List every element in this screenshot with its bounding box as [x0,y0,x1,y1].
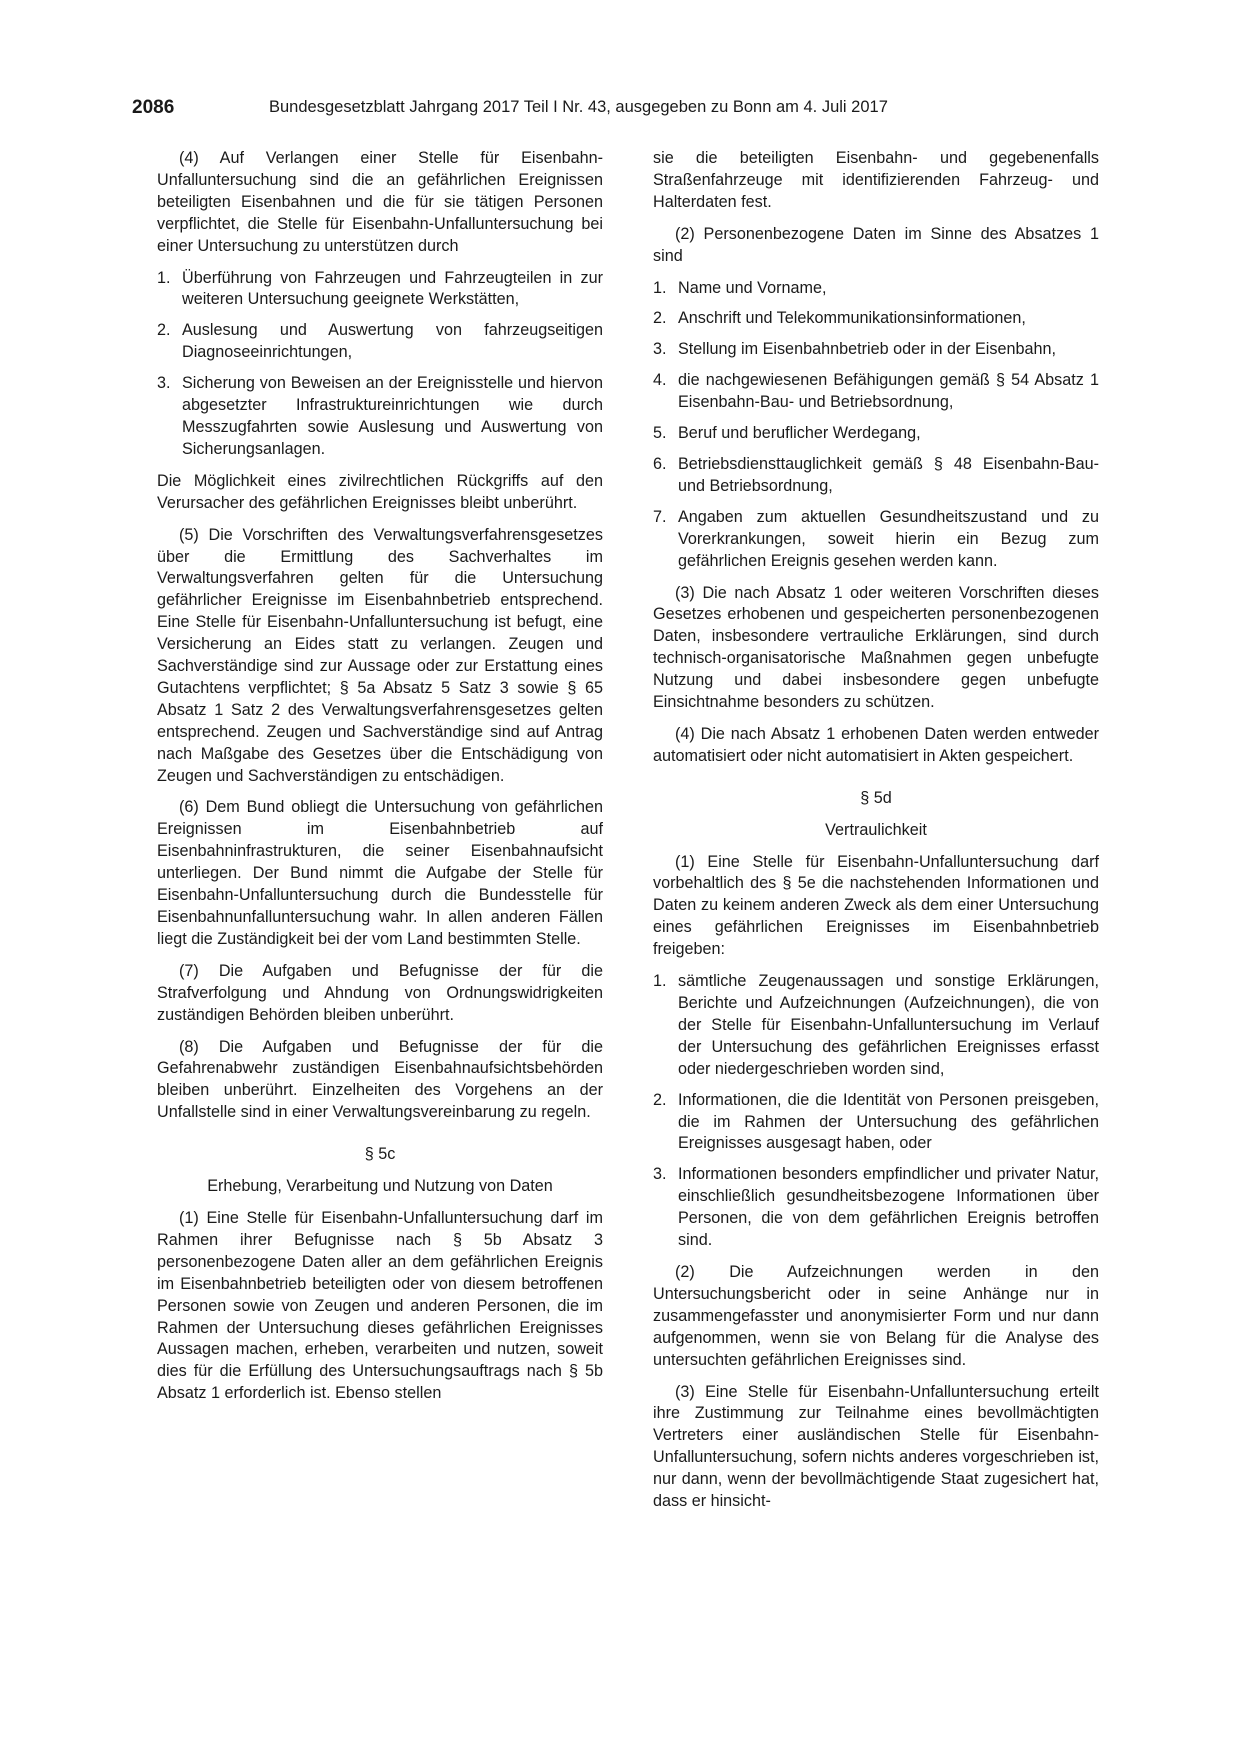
list-paragraph-4 [157,268,603,461]
gazette-title: Bundesgesetzblatt Jahrgang 2017 Teil I Nr. 43, ausgegeben zu Bonn am 4. Juli 2017 [269,98,888,116]
list-item-text: Informationen, die die Identität von Personen preisgeben, die im Rahmen der Untersuchung des gefährlichen Ereignisses ausgesagt haben, oder [678,1090,1099,1153]
paragraph-8: (8) Die Aufgaben und Befugnisse der für die Gefahrenabwehr zuständigen Eisenbahnaufsichtsbehörden bleiben unberührt. Einzelheiten des Vorgehens an der Unfallstelle sind in einer Verwaltungsvereinbarung zu regeln. [157,1037,603,1122]
list-item-text: Überführung von Fahrzeugen und Fahrzeugteilen in zur weiteren Untersuchung geeignete Werkstätten, [182,268,603,309]
page-header [132,97,1112,127]
list-item-number: 3. [653,1165,667,1184]
list-item [653,507,1099,573]
list-item [157,320,603,364]
list-item-number: 1. [653,278,667,297]
list-item-number: 3. [653,340,667,359]
list-confidential-info [653,971,1099,1252]
list-item [157,373,603,461]
list-item [653,454,1099,498]
left-column [157,148,603,1415]
list-item-text: Stellung im Eisenbahnbetrieb oder in der Eisenbahn, [678,340,1056,359]
list-item [653,423,1099,445]
list-item-text: Angaben zum aktuellen Gesundheitszustand und zu Vorerkrankungen, soweit hierin ein Bezug zum gefährlichen Ereignis gesehen werden kann. [678,507,1099,570]
list-item-text: Name und Vorname, [678,278,827,297]
paragraph-7: (7) Die Aufgaben und Befugnisse der für die Strafverfolgung und Ahndung von Ordnungswidrigkeiten zuständigen Behörden bleiben unberührt. [157,961,603,1024]
page-number: 2086 [132,97,175,118]
section-5c-number: § 5c [364,1145,396,1164]
list-item [653,1090,1099,1156]
section-5d-paragraph-3: (3) Eine Stelle für Eisenbahn-Unfalluntersuchung erteilt ihre Zustimmung zur Teilnahme eines bevollmächtigten Vertreters einer ausländischen Stelle für Eisenbahn-Unfalluntersuchung, sofern nichts anderes vorgeschrieben ist, nur dann, wenn der bevollmächtigende Staat zugesichert hat, dass er hinsicht- [653,1382,1099,1511]
right-column [653,148,1099,1523]
list-item-number: 2. [157,321,171,340]
section-5c-paragraph-2: (2) Personenbezogene Daten im Sinne des Absatzes 1 sind [653,224,1099,265]
list-item [653,308,1099,330]
paragraph-4: (4) Auf Verlangen einer Stelle für Eisenbahn-Unfalluntersuchung sind die an gefährlichen Ereignissen beteiligten Eisenbahnen und die für sie tätigen Personen verpflichtet, die Stelle für Eisenbahn-Unfalluntersuchung bei einer Untersuchung zu unterstützen durch [157,149,603,255]
list-item-text: Auslesung und Auswertung von fahrzeugseitigen Diagnoseeinrichtungen, [182,321,603,362]
continuation-text: sie die beteiligten Eisenbahn- und gegebenenfalls Straßenfahrzeuge mit identifizierenden Fahrzeug- und Halterdaten fest. [653,149,1099,211]
list-item-number: 1. [157,268,171,287]
section-5c-title: Erhebung, Verarbeitung und Nutzung von Daten [207,1177,553,1196]
list-item-text: die nachgewiesenen Befähigungen gemäß § 54 Absatz 1 Eisenbahn-Bau- und Betriebsordnung, [678,371,1099,412]
list-item-number: 5. [653,424,667,443]
list-item-text: Sicherung von Beweisen an der Ereignisstelle und hiervon abgesetzter Infrastruktureinrichtungen wie durch Messzugfahrten sowie Auslesung und Auswertung von Sicherungsanlagen. [182,374,603,458]
list-item [653,278,1099,300]
paragraph-4-tail: Die Möglichkeit eines zivilrechtlichen Rückgriffs auf den Verursacher des gefährlichen Ereignisses bleibt unberührt. [157,471,603,512]
section-5c-paragraph-4: (4) Die nach Absatz 1 erhobenen Daten werden entweder automatisiert oder nicht automatisiert in Akten gespeichert. [653,724,1099,765]
list-item-text: Beruf und beruflicher Werdegang, [678,424,921,443]
paragraph-5: (5) Die Vorschriften des Verwaltungsverfahrensgesetzes über die Ermittlung des Sachverhaltes im Verwaltungsverfahren gelten für die Untersuchung gefährlicher Ereignisse im Eisenbahnbetrieb entsprechend. Eine Stelle für Eisenbahn-Unfalluntersuchung ist befugt, eine Versicherung an Eides statt zu verlangen. Zeugen und Sachverständige sind zur Aussage oder zur Erstattung eines Gutachtens verpflichtet; § 5a Absatz 5 Satz 3 sowie § 65 Absatz 1 Satz 2 des Verwaltungsverfahrensgesetzes gelten entsprechend. Zeugen und Sachverständige sind auf Antrag nach Maßgabe des Gesetzes über die Entschädigung von Zeugen und Sachverständigen zu entschädigen. [157,525,603,785]
list-item-number: 2. [653,309,667,328]
list-item-text: sämtliche Zeugenaussagen und sonstige Erklärungen, Berichte und Aufzeichnungen (Aufzeichnungen), die von der Stelle für Eisenbahn-Unfalluntersuchung im Verlauf der Untersuchung des gefährlichen Ereignisses erfasst oder niedergeschrieben worden sind, [678,972,1099,1078]
section-5c-paragraph-3: (3) Die nach Absatz 1 oder weiteren Vorschriften dieses Gesetzes erhobenen und gespeicherten personenbezogenen Daten, insbesondere vertrauliche Erklärungen, sind durch technisch-organisatorische Maßnahmen gegen unbefugte Nutzung und dabei insbesondere gegen unbefugte Einsichtnahme besonders zu schützen. [653,583,1099,712]
section-5d-paragraph-1: (1) Eine Stelle für Eisenbahn-Unfalluntersuchung darf vorbehaltlich des § 5e die nachstehenden Informationen und Daten zu keinem anderen Zweck als dem einer Untersuchung eines gefährlichen Ereignisses im Eisenbahnbetrieb freigeben: [653,852,1099,959]
section-5d-paragraph-2: (2) Die Aufzeichnungen werden in den Untersuchungsbericht oder in seine Anhänge nur in zusammengefasster und anonymisierter Form und nur dann aufgenommen, wenn sie von Belang für die Analyse des untersuchten gefährlichen Ereignisses sind. [653,1262,1099,1369]
paragraph-6: (6) Dem Bund obliegt die Untersuchung von gefährlichen Ereignissen im Eisenbahnbetrieb auf Eisenbahninfrastrukturen, die seiner Eisenbahnaufsicht unterliegen. Der Bund nimmt die Aufgabe der Stelle für Eisenbahn-Unfalluntersuchung durch die Bundesstelle für Eisenbahnunfalluntersuchung wahr. In allen anderen Fällen liegt die Zuständigkeit bei der vom Land bestimmten Stelle. [157,798,603,948]
list-item-text: Informationen besonders empfindlicher und privater Natur, einschließlich gesundheitsbezogene Informationen über Personen, die von dem gefährlichen Ereignis betroffen sind. [678,1165,1099,1250]
section-5c-paragraph-1: (1) Eine Stelle für Eisenbahn-Unfalluntersuchung darf im Rahmen ihrer Befugnisse nach § 5b Absatz 3 personenbezogene Daten aller an dem gefährlichen Ereignis im Eisenbahnbetrieb beteiligten oder von diesem betroffenen Personen sowie von Zeugen und anderen Personen, die im Rahmen der Untersuchung dieses gefährlichen Ereignisses Aussagen machen, erheben, verarbeiten und nutzen, soweit dies für die Erfüllung des Untersuchungsauftrags nach § 5b Absatz 1 erforderlich ist. Ebenso stellen [157,1208,603,1403]
list-item [653,339,1099,361]
list-personal-data [653,278,1099,573]
list-item-number: 1. [653,972,667,991]
section-5d-title: Vertraulichkeit [825,820,927,839]
list-item-number: 7. [653,507,667,526]
list-item [653,971,1099,1081]
list-item-text: Betriebsdiensttauglichkeit gemäß § 48 Eisenbahn-Bau- und Betriebsordnung, [678,454,1099,495]
list-item-number: 4. [653,371,667,390]
list-item-text: Anschrift und Telekommunikationsinformationen, [678,309,1026,328]
list-item [653,1164,1099,1252]
list-item-number: 2. [653,1090,667,1109]
list-item-number: 6. [653,454,667,473]
section-5d-number: § 5d [860,788,892,807]
list-item [157,268,603,312]
list-item [653,370,1099,414]
list-item-number: 3. [157,374,171,393]
